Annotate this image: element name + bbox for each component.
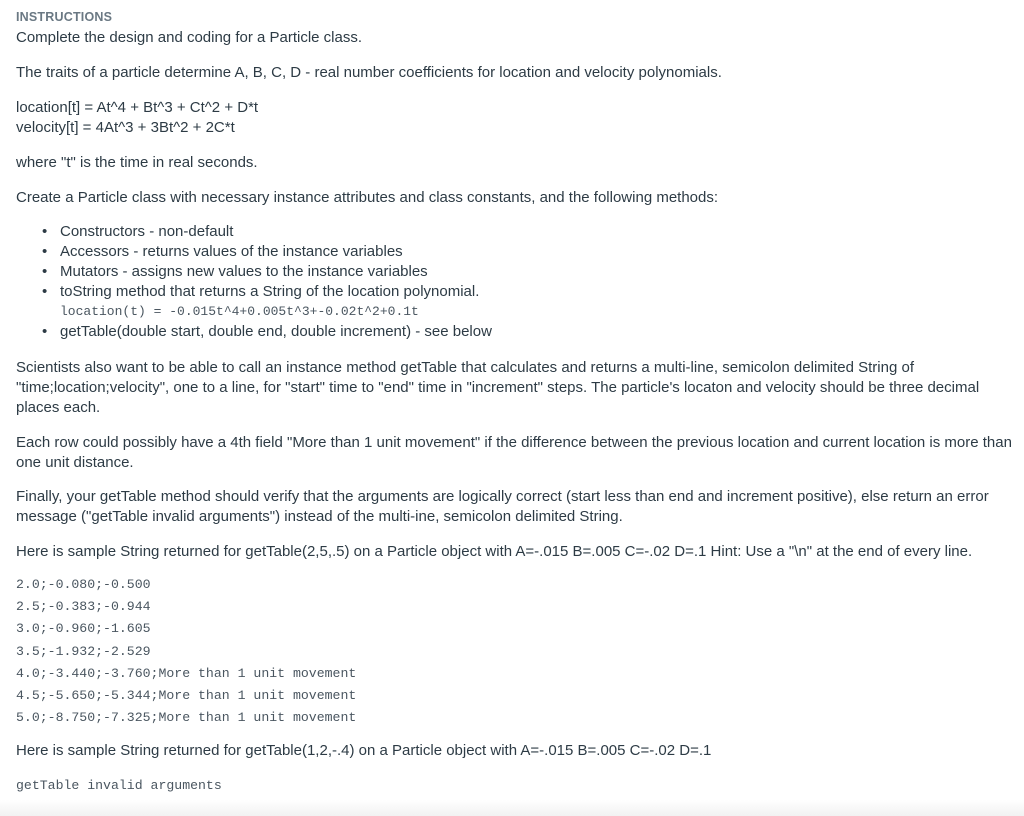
method-item-accessors: • Accessors - returns values of the instance variables [60,242,1012,262]
location-formula: location[t] = At^4 + Bt^3 + Ct^2 + D*t [16,99,259,116]
traits-text: The traits of a particle determine A, B, C, D - real number coefficients for location and velocity polynomials. [16,64,722,81]
tostring-example-code: location(t) = -0.015t^4+0.005t^3+-0.02t^2+0.1t [60,304,419,319]
sample1-line: 4.0;-3.440;-3.760;More than 1 unit movement [16,665,357,681]
sample1-line: 5.0;-8.750;-7.325;More than 1 unit movement [16,710,357,726]
method-item-gettable: • getTable(double start, double end, double increment) - see below [60,322,1012,342]
formulas-block [16,98,1012,138]
methods-list [16,222,1012,342]
method-item-mutators: • Mutators - assigns new values to the instance variables [60,262,1012,282]
sample1-line: 2.0;-0.080;-0.500 [16,577,151,592]
sample2-output: getTable invalid arguments [16,778,222,794]
where-text: where "t" is the time in real seconds. [16,154,258,171]
sample1-output [16,574,1012,729]
velocity-formula: velocity[t] = 4At^3 + 3Bt^2 + 2C*t [16,119,235,136]
sample1-line: 4.5;-5.650;-5.344;More than 1 unit movement [16,688,357,704]
bottom-fade [0,800,1024,816]
finally-paragraph: Finally, your getTable method should verify that the arguments are logically correct (start less than end and increment positive), else return an error message ("getTable invalid arguments") instead of the multi-ine, semicolon delimited String. [16,488,989,525]
method-item-tostring [60,282,1012,322]
create-text: Create a Particle class with necessary instance attributes and class constants, and the following methods: [16,189,719,206]
method-item-constructors: • Constructors - non-default [60,222,1012,242]
instructions-panel [16,10,1012,796]
sample1-line: 3.0;-0.960;-1.605 [16,621,151,637]
method-item-tostring-label: toString method that returns a String of the location polynomial. [60,283,480,300]
sample1-line: 2.5;-0.383;-0.944 [16,599,151,615]
sample1-intro: Here is sample String returned for getTable(2,5,.5) on a Particle object with A=-.015 B=.005 C=-.02 D=.1 Hint: Use a "\n" at the end of every line. [16,543,973,560]
scientists-paragraph: Scientists also want to be able to call an instance method getTable that calculates and returns a multi-line, semicolon delimited String of "time;location;velocity", one to a line, for "start" time to "end" time in "increment" steps. The particle's locaton and velocity should be three decimal places each. [16,359,980,416]
row-paragraph: Each row could possibly have a 4th field "More than 1 unit movement" if the difference between the previous location and current location is more than one unit distance. [16,434,1012,471]
sample2-intro: Here is sample String returned for getTable(1,2,-.4) on a Particle object with A=-.015 B=.005 C=-.02 D=.1 [16,742,712,760]
sample1-line: 3.5;-1.932;-2.529 [16,643,151,659]
intro-text: Complete the design and coding for a Particle class. [16,29,363,46]
instructions-heading: INSTRUCTIONS [16,10,113,24]
